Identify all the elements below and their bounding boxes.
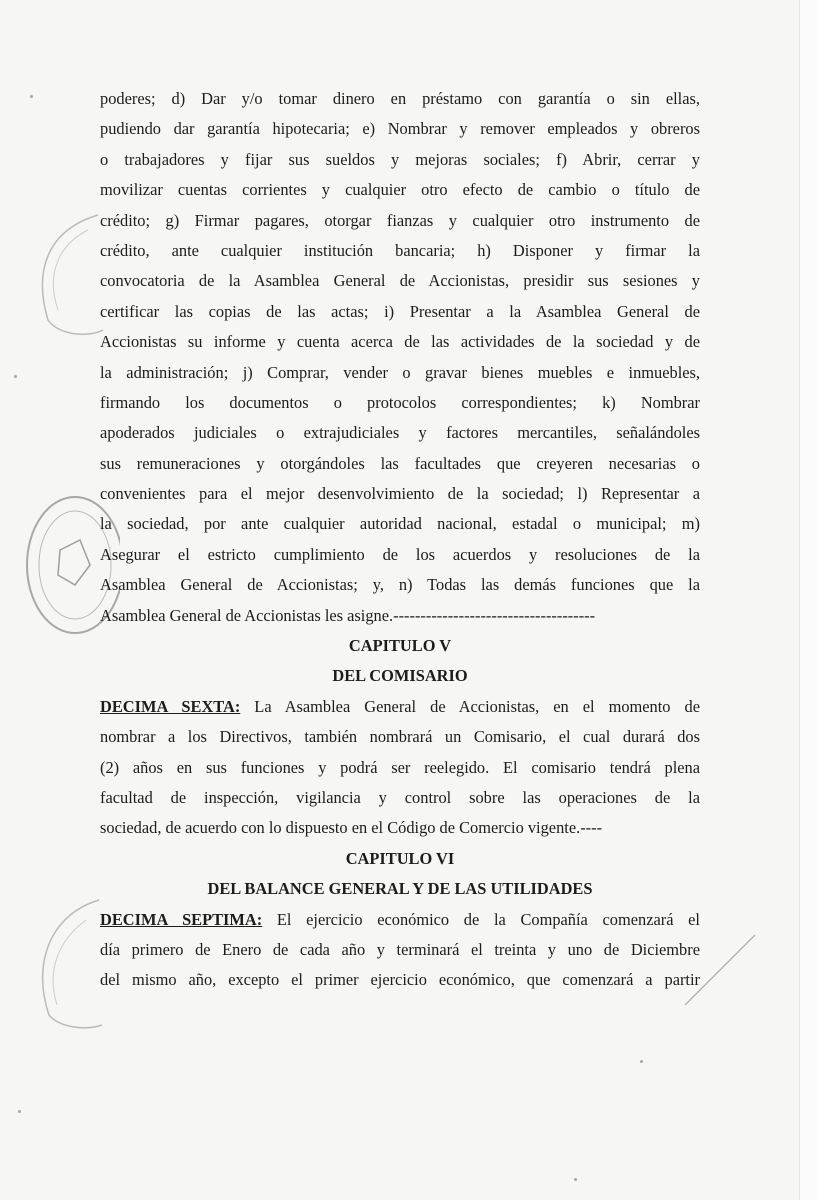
text-line: nombrar a los Directivos, también nombrará un Comisario, el cual durará dos xyxy=(100,727,700,747)
text-line: crédito; g) Firmar pagares, otorgar fianzas y cualquier otro instrumento de xyxy=(100,210,700,230)
paragraph-directors-powers xyxy=(100,84,700,631)
text-line: (2) años en sus funciones y podrá ser reelegido. El comisario tendrá plena xyxy=(100,757,700,777)
clause-16-first-line xyxy=(100,692,700,722)
clause-17-first-line xyxy=(100,905,700,935)
text-line: Asamblea General de Accionistas les asigne.------------------------------------- xyxy=(100,605,596,625)
clause-17-first-text: El ejercicio económico de la Compañía comenzará el xyxy=(262,909,700,929)
text-line: poderes; d) Dar y/o tomar dinero en préstamo con garantía o sin ellas, xyxy=(100,89,700,108)
clause-17-paragraph xyxy=(100,905,700,996)
text-line: apoderados judiciales o extrajudiciales y factores mercantiles, señalándoles xyxy=(100,423,700,443)
text-line: del mismo año, excepto el primer ejercicio económico, que comenzará a partir xyxy=(100,970,700,990)
text-line: crédito, ante cualquier institución bancaria; h) Disponer y firmar la xyxy=(100,240,700,260)
text-line: firmando los documentos o protocolos correspondientes; k) Nombrar xyxy=(100,392,700,412)
clause-17-label: DECIMA SEPTIMA: xyxy=(100,909,263,929)
document-body xyxy=(100,84,700,996)
chapter-5-subtitle: DEL COMISARIO xyxy=(332,666,468,686)
text-line: sociedad, de acuerdo con lo dispuesto en el Código de Comercio vigente.---- xyxy=(100,818,603,838)
clause-16-paragraph xyxy=(100,692,700,844)
clause-16-first-text: La Asamblea General de Accionistas, en el momento de xyxy=(240,696,700,716)
text-line: convenientes para el mejor desenvolvimiento de la sociedad; l) Representar a xyxy=(100,484,700,504)
seal-stamp-lower-icon xyxy=(24,895,104,1035)
text-line: Asegurar el estricto cumplimiento de los acuerdos y resoluciones de la xyxy=(100,544,700,564)
chapter-6-subtitle: DEL BALANCE GENERAL Y DE LAS UTILIDADES xyxy=(207,879,593,899)
chapter-5-title: CAPITULO V xyxy=(348,636,452,656)
text-line: movilizar cuentas corrientes y cualquier otro efecto de cambio o título de xyxy=(100,180,700,200)
text-line: la sociedad, por ante cualquier autoridad nacional, estadal o municipal; m) xyxy=(100,514,700,534)
seal-stamp-icon xyxy=(28,210,108,340)
text-line: pudiendo dar garantía hipotecaria; e) Nombrar y remover empleados y obreros xyxy=(100,119,700,139)
text-line: Asamblea General de Accionistas; y, n) Todas las demás funciones que la xyxy=(100,575,700,595)
text-line: día primero de Enero de cada año y terminará el treinta y uno de Diciembre xyxy=(100,939,700,959)
text-line: la administración; j) Comprar, vender o gravar bienes muebles e inmuebles, xyxy=(100,362,700,382)
text-line: o trabajadores y fijar sus sueldos y mejoras sociales; f) Abrir, cerrar y xyxy=(100,149,700,169)
page-edge xyxy=(799,0,817,1200)
text-line: convocatoria de la Asamblea General de Accionistas, presidir sus sesiones y xyxy=(100,271,700,291)
chapter-6-title: CAPITULO VI xyxy=(345,848,455,868)
text-line: Accionistas su informe y cuenta acerca de las actividades de la sociedad y de xyxy=(100,332,700,352)
clause-16-label: DECIMA SEXTA: xyxy=(100,696,241,716)
text-line: facultad de inspección, vigilancia y control sobre las operaciones de la xyxy=(100,787,700,807)
text-line: certificar las copias de las actas; i) Presentar a la Asamblea General de xyxy=(100,301,700,321)
text-line: sus remuneraciones y otorgándoles las facultades que creyeren necesarias o xyxy=(100,453,700,473)
